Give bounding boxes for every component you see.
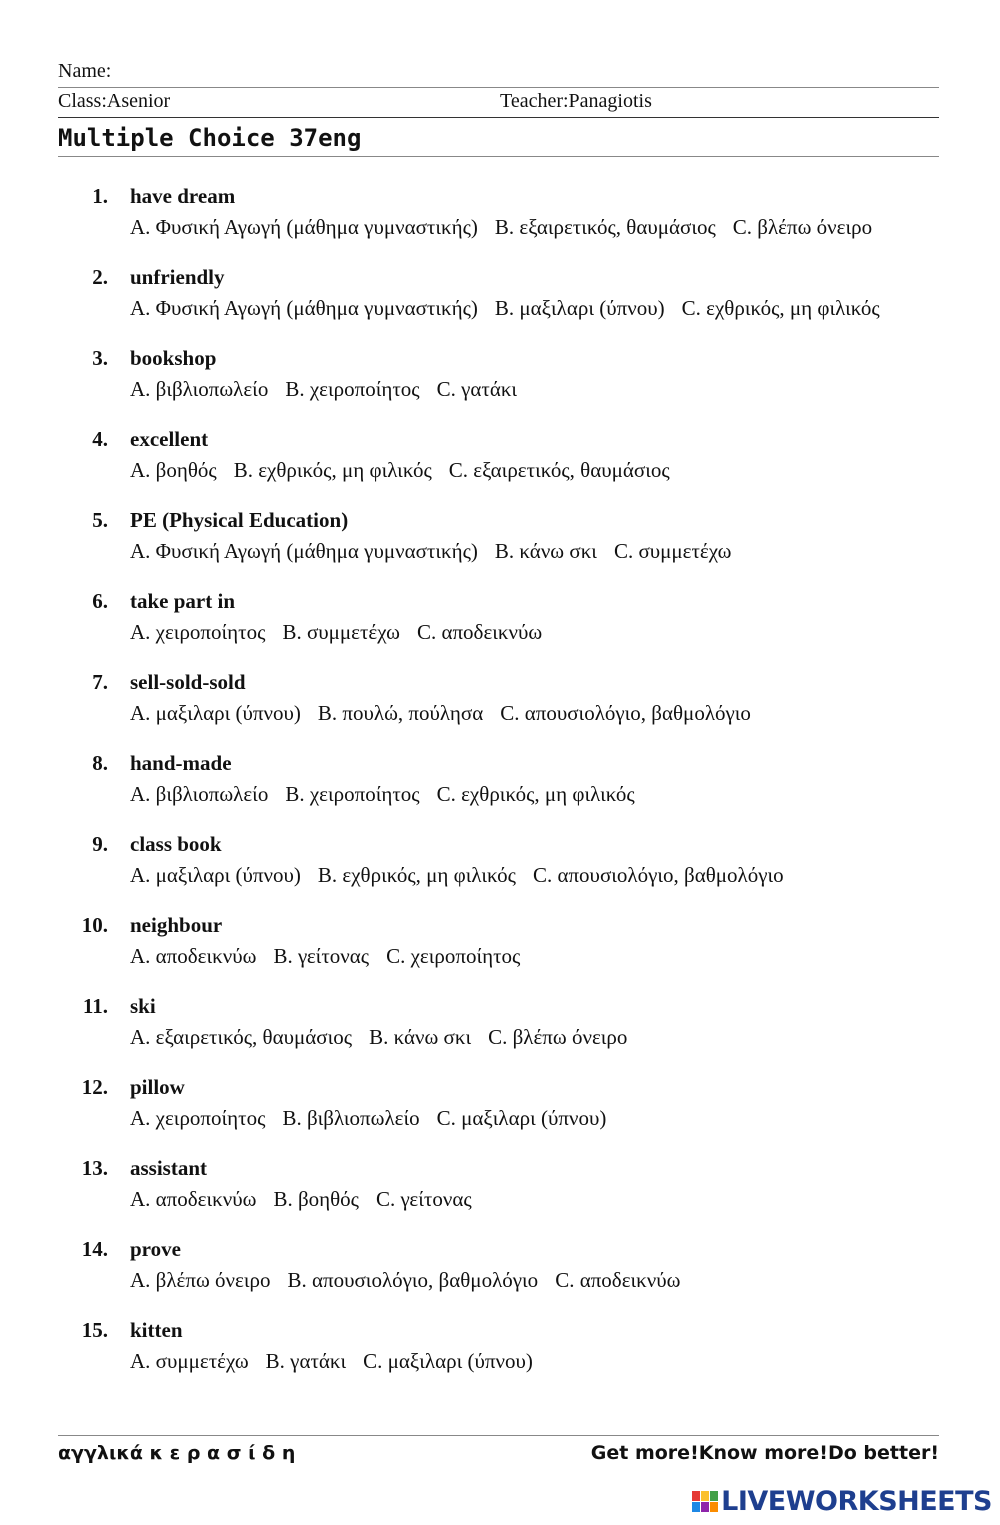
brand-mark-square: [701, 1502, 709, 1512]
answer-option[interactable]: C. βλέπω όνειρο: [732, 215, 873, 239]
answer-option[interactable]: B. εξαιρετικός, θαυμάσιος: [494, 215, 716, 239]
answer-option[interactable]: B. γατάκι: [265, 1349, 347, 1373]
answer-option[interactable]: A. εξαιρετικός, θαυμάσιος: [130, 1025, 353, 1049]
question-number: 2.: [92, 265, 108, 289]
answer-option[interactable]: B. πουλώ, πούλησα: [317, 701, 484, 725]
title-underline: [58, 156, 939, 157]
answer-option[interactable]: A. συμμετέχω: [130, 1349, 249, 1373]
answer-option[interactable]: B. κάνω σκι: [494, 539, 597, 563]
question-item: [0, 1075, 1000, 1156]
footer-slogan: Get more!Know more!Do better!: [590, 1442, 939, 1464]
footer-author: αγγλικά κ ε ρ α σ ί δ η: [58, 1442, 296, 1464]
answer-option[interactable]: A. Φυσική Αγωγή (μάθημα γυμναστικής): [130, 296, 478, 320]
brand-mark-square: [692, 1502, 700, 1512]
answer-option[interactable]: C. βλέπω όνειρο: [488, 1025, 628, 1049]
answer-option[interactable]: A. βιβλιοπωλείο: [130, 377, 269, 401]
answer-options: [130, 620, 559, 645]
answer-options: [130, 1106, 623, 1131]
question-list: [0, 184, 1000, 1399]
answer-option[interactable]: C. αποδεικνύω: [555, 1268, 681, 1292]
question-item: [0, 832, 1000, 913]
answer-option[interactable]: C. εχθρικός, μη φιλικός: [681, 296, 880, 320]
liveworksheets-logo[interactable]: [692, 1486, 992, 1517]
answer-option[interactable]: C. αποδεικνύω: [416, 620, 543, 644]
brand-mark-square: [710, 1491, 718, 1501]
answer-option[interactable]: A. χειροποίητος: [130, 1106, 266, 1130]
question-item: [0, 913, 1000, 994]
answer-option[interactable]: B. χειροποίητος: [285, 377, 420, 401]
answer-option[interactable]: B. γείτονας: [273, 944, 370, 968]
header-divider: [58, 117, 939, 118]
question-number: 13.: [81, 1156, 108, 1180]
question-number: 9.: [92, 832, 108, 856]
worksheet-title: Multiple Choice 37eng: [58, 124, 362, 152]
answer-options: [130, 458, 687, 483]
name-underline: [58, 87, 939, 88]
answer-option[interactable]: B. μαξιλαρι (ύπνου): [494, 296, 665, 320]
answer-options: [130, 1349, 550, 1374]
answer-option[interactable]: A. αποδεικνύω: [130, 1187, 257, 1211]
answer-options: [130, 296, 897, 321]
question-term: assistant: [130, 1156, 208, 1180]
question-term: pillow: [130, 1075, 185, 1099]
question-number: 8.: [92, 751, 108, 775]
answer-option[interactable]: C. εχθρικός, μη φιλικός: [436, 782, 635, 806]
answer-options: [130, 215, 889, 240]
question-number: 3.: [92, 346, 108, 370]
question-item: [0, 508, 1000, 589]
answer-options: [130, 863, 801, 888]
question-term: prove: [130, 1237, 181, 1261]
question-number: 7.: [92, 670, 108, 694]
question-item: [0, 184, 1000, 265]
answer-option[interactable]: A. Φυσική Αγωγή (μάθημα γυμναστικής): [130, 539, 478, 563]
question-term: take part in: [130, 589, 235, 613]
question-term: have dream: [130, 184, 236, 208]
answer-option[interactable]: A. βοηθός: [130, 458, 217, 482]
answer-option[interactable]: B. εχθρικός, μη φιλικός: [317, 863, 516, 887]
question-term: PE (Physical Education): [130, 508, 349, 532]
brand-mark-square: [692, 1491, 700, 1501]
question-term: hand-made: [130, 751, 232, 775]
answer-options: [130, 1025, 644, 1050]
name-label: Name:: [58, 60, 112, 82]
answer-option[interactable]: A. βλέπω όνειρο: [130, 1268, 271, 1292]
question-number: 14.: [81, 1237, 108, 1261]
question-number: 4.: [92, 427, 108, 451]
footer-divider: [58, 1435, 939, 1436]
brand-mark-icon: [692, 1491, 718, 1512]
answer-option[interactable]: A. μαξιλαρι (ύπνου): [130, 701, 301, 725]
question-item: [0, 1156, 1000, 1237]
answer-option[interactable]: B. κάνω σκι: [369, 1025, 472, 1049]
question-item: [0, 1318, 1000, 1399]
question-term: neighbour: [130, 913, 223, 937]
answer-options: [130, 539, 748, 564]
question-number: 6.: [92, 589, 108, 613]
question-item: [0, 751, 1000, 832]
question-number: 1.: [92, 184, 108, 208]
answer-options: [130, 377, 534, 402]
answer-option[interactable]: C. χειροποίητος: [386, 944, 521, 968]
question-number: 5.: [92, 508, 108, 532]
answer-options: [130, 1187, 489, 1212]
answer-options: [130, 1268, 697, 1293]
question-item: [0, 265, 1000, 346]
answer-option[interactable]: C. γείτονας: [376, 1187, 472, 1211]
answer-option[interactable]: C. απουσιολόγιο, βαθμολόγιο: [500, 701, 751, 725]
answer-option[interactable]: A. αποδεικνύω: [130, 944, 257, 968]
question-item: [0, 346, 1000, 427]
answer-option[interactable]: C. εξαιρετικός, θαυμάσιος: [448, 458, 670, 482]
teacher-label: Teacher:Panagiotis: [500, 90, 652, 112]
answer-option[interactable]: C. γατάκι: [436, 377, 518, 401]
question-term: unfriendly: [130, 265, 225, 289]
question-item: [0, 1237, 1000, 1318]
question-term: bookshop: [130, 346, 217, 370]
question-term: ski: [130, 994, 156, 1018]
class-label: Class:Asenior: [58, 90, 171, 112]
answer-option[interactable]: A. Φυσική Αγωγή (μάθημα γυμναστικής): [130, 215, 478, 239]
answer-option[interactable]: C. συμμετέχω: [613, 539, 732, 563]
answer-option[interactable]: B. απουσιολόγιο, βαθμολόγιο: [287, 1268, 539, 1292]
brand-text: LIVEWORKSHEETS: [721, 1486, 992, 1517]
question-item: [0, 427, 1000, 508]
question-number: 12.: [81, 1075, 108, 1099]
question-term: class book: [130, 832, 222, 856]
answer-option[interactable]: C. μαξιλαρι (ύπνου): [436, 1106, 607, 1130]
answer-option[interactable]: B. βιβλιοπωλείο: [282, 1106, 420, 1130]
question-number: 15.: [81, 1318, 108, 1342]
answer-option[interactable]: C. μαξιλαρι (ύπνου): [363, 1349, 533, 1373]
brand-mark-square: [701, 1491, 709, 1501]
question-item: [0, 589, 1000, 670]
answer-option[interactable]: C. απουσιολόγιο, βαθμολόγιο: [532, 863, 784, 887]
brand-mark-square: [710, 1502, 718, 1512]
answer-option[interactable]: B. εχθρικός, μη φιλικός: [233, 458, 432, 482]
question-term: sell-sold-sold: [130, 670, 246, 694]
answer-option[interactable]: A. χειροποίητος: [130, 620, 266, 644]
question-term: kitten: [130, 1318, 183, 1342]
answer-option[interactable]: B. συμμετέχω: [282, 620, 400, 644]
question-item: [0, 670, 1000, 751]
answer-option[interactable]: A. βιβλιοπωλείο: [130, 782, 269, 806]
answer-option[interactable]: B. βοηθός: [273, 1187, 359, 1211]
question-number: 11.: [82, 994, 108, 1018]
question-item: [0, 994, 1000, 1075]
answer-option[interactable]: B. χειροποίητος: [285, 782, 420, 806]
question-number: 10.: [81, 913, 108, 937]
question-term: excellent: [130, 427, 209, 451]
answer-options: [130, 782, 652, 807]
answer-options: [130, 701, 768, 726]
answer-option[interactable]: A. μαξιλαρι (ύπνου): [130, 863, 301, 887]
answer-options: [130, 944, 537, 969]
